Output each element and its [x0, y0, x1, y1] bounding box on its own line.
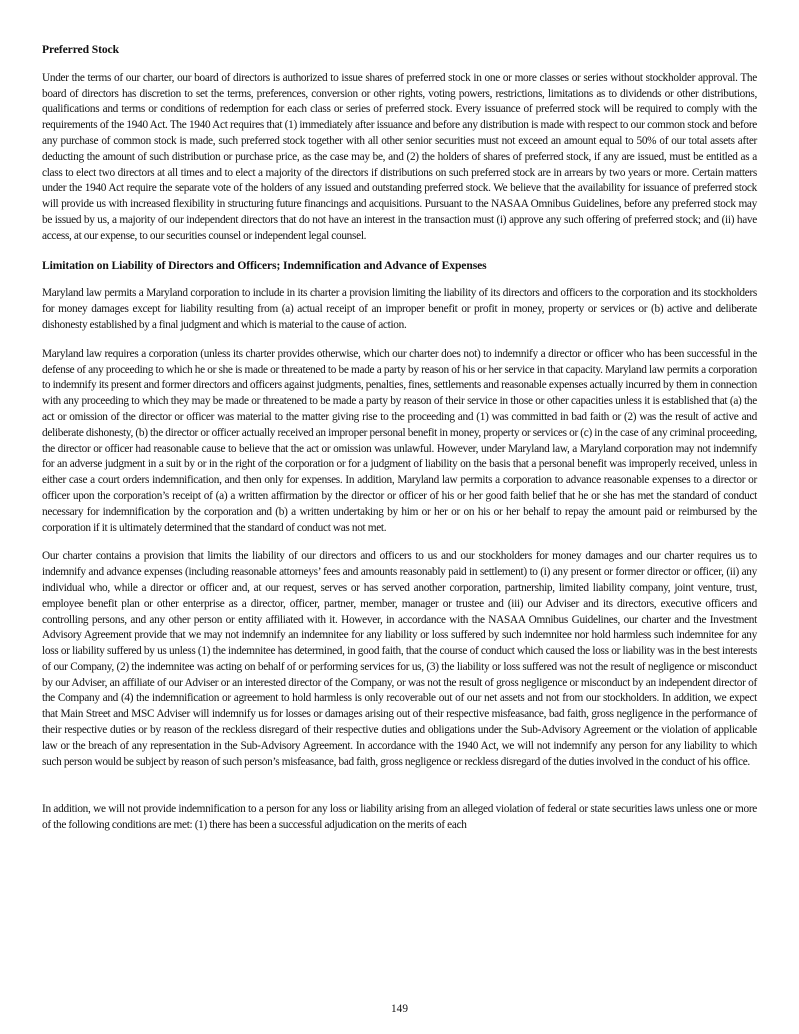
- paragraph-preferred-stock: Under the terms of our charter, our board of directors is authorized to issue shares of preferred stock in one or more classes or series without stockholder approval. The board of directors has discretion to set the terms, preferences, conversion or other rights, voting powers, restrictions, limitations as to dividends or other distributions, qualifications and terms or conditions of redemption for each class or series of preferred stock. Every issuance of preferred stock will be required to comply with the requirements of the 1940 Act. The 1940 Act requires that (1) immediately after issuance and before any distribution is made with respect to our common stock and before any purchase of common stock is made, such preferred stock together with all other senior securities must not exceed an amount equal to 50% of our total assets after deducting the amount of such distribution or purchase price, as the case may be, and (2) the holders of shares of preferred stock, if any are issued, must be entitled as a class to elect two directors at all times and to elect a majority of the directors if distributions on such preferred stock are in arrears by two years or more. Certain matters under the 1940 Act require the separate vote of the holders of any issued and outstanding preferred stock. We believe that the availability for issuance of preferred stock will provide us with increased flexibility in structuring future financings and acquisitions. Pursuant to the NASAA Omnibus Guidelines, before any preferred stock may be issued by us, a majority of our independent directors that do not have an interest in the transaction must (i) approve any such offering of preferred stock; and (ii) have access, at our expense, to our securities counsel or independent legal counsel.: [42, 71, 757, 242]
- section-heading-preferred-stock: Preferred Stock: [42, 43, 119, 56]
- paragraph-securities-law-indemnification: In addition, we will not provide indemnification to a person for any loss or liability arising from an alleged violation of federal or state securities laws unless one or more of the following conditions are met: (1) there has been a successful adjudication on the merits of each: [42, 803, 757, 832]
- page-footer: [0, 1002, 799, 1018]
- paragraph-maryland-law-permits: Maryland law permits a Maryland corporation to include in its charter a provision limiting the liability of its directors and officers to the corporation and its stockholders for money damages except for liability resulting from (a) actual receipt of an improper benefit or profit in money, property or services or (b) active and deliberate dishonesty established by a final judgment and which is material to the cause of action.: [42, 287, 757, 331]
- section-heading-limitation-liability: Limitation on Liability of Directors and Officers; Indemnification and Advance of Expenses: [42, 258, 487, 272]
- paragraph-maryland-law-requires: Maryland law requires a corporation (unless its charter provides otherwise, which our charter does not) to indemnify a director or officer who has been successful in the defense of any proceeding to which he or she is made or threatened to be made a party by reason of his or her service in that capacity. Maryland law permits a corporation to indemnify its present and former directors and officers against judgments, penalties, fines, settlements and reasonable expenses actually incurred by them in connection with any proceeding to which they may be made or threatened to be made a party by reason of their service in those or other capacities unless it is established that (a) the act or omission of the director or officer was material to the matter giving rise to the proceeding and (1) was committed in bad faith or (2) was the result of active and deliberate dishonesty, (b) the director or officer actually received an improper personal benefit in money, property or services or (c) in the case of any criminal proceeding, the director or officer had reasonable cause to believe that the act or omission was unlawful. However, under Maryland law, a Maryland corporation may not indemnify for an adverse judgment in a suit by or in the right of the corporation or for a judgment of liability on the basis that a personal benefit was improperly received, unless in either case a court orders indemnification, and then only for expenses. In addition, Maryland law permits a corporation to advance reasonable expenses to a director or officer upon the corporation’s receipt of (a) a written affirmation by the director or officer of his or her good faith belief that he or she has met the standard of conduct necessary for indemnification by the corporation and (b) a written undertaking by him or her or on his or her behalf to repay the amount paid or reimbursed by the corporation if it is ultimately determined that the standard of conduct was not met.: [42, 347, 757, 534]
- paragraph-our-charter: Our charter contains a provision that limits the liability of our directors and officers to us and our stockholders for money damages and our charter requires us to indemnify and advance expenses (including reasonable attorneys’ fees and amounts reasonably paid in settlement) to (i) any present or former director or officer, (ii) any individual who, while a director or officer and, at our request, serves or has served another corporation, partnership, limited liability company, joint venture, trust, employee benefit plan or other enterprise as a director, officer, partner, member, manager or trustee and (iii) our Adviser and its directors, executive officers and controlling persons, and any other person or entity affiliated with it. However, in accordance with the NASAA Omnibus Guidelines, our charter and the Investment Advisory Agreement provide that we may not indemnify an indemnitee for any liability or loss suffered by such indemnitee nor hold harmless such indemnitee for any loss or liability suffered by us unless (1) the indemnitee has determined, in good faith, that the course of conduct which caused the loss or liability was in the best interests of our Company, (2) the indemnitee was acting on behalf of or performing services for us, (3) the liability or loss suffered was not the result of negligence or misconduct by our Adviser, an affiliate of our Adviser or an interested director of the Company, or was not the result of gross negligence or misconduct by an independent director of the Company and (4) the indemnification or agreement to hold harmless is only recoverable out of our net assets and not from our stockholders. In addition, we expect that Main Street and MSC Adviser will indemnify us for losses or damages arising out of their respective misfeasance, bad faith, gross negligence in the performance of their respective duties or by reason of the reckless disregard of their respective duties and obligations under the Sub-Advisory Agreement or the violation of applicable law or the breach of any representation in the Sub-Advisory Agreement. In accordance with the 1940 Act, we will not indemnify any person for any liability to which such person would be subject by reason of such person’s misfeasance, bad faith, gross negligence or reckless disregard of the duties involved in the conduct of his office.: [42, 550, 757, 768]
- page-number: 149: [383, 1003, 416, 1015]
